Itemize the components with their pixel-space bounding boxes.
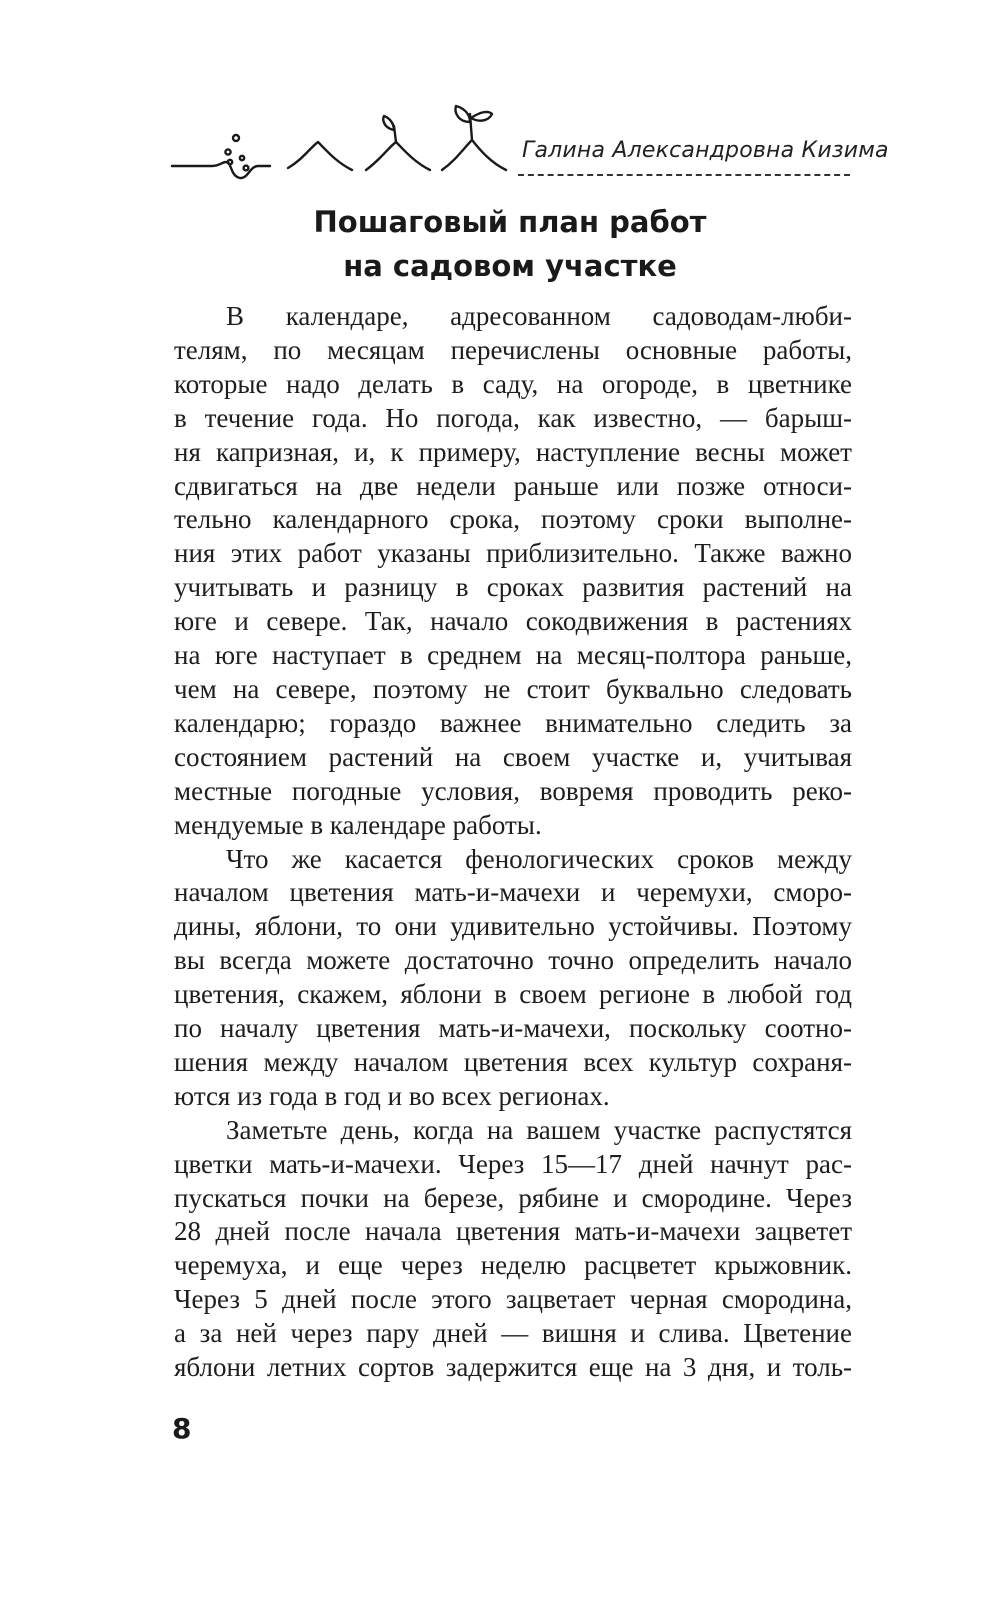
text-line: чем на севере, поэтому не стоит буквально следовать [174,673,852,704]
page-number: 8 [172,1412,192,1445]
text-line: учитывать и разницу в сроках развития растений на [174,572,852,603]
text-line: тельно календарного срока, поэтому сроки выполне- [174,504,852,535]
text-line: юге и севере. Так, начало сокодвижения в растениях [174,606,852,637]
text-line: которые надо делать в саду, на огороде, в цветнике [174,368,852,399]
text-line: вы всегда можете достаточно точно определить начало [174,945,852,976]
text-line: Через 5 дней после этого зацветает черная смородина, [174,1284,852,1315]
text-line: телям, по месяцам перечислены основные работы, [174,334,852,365]
text-line: началом цветения мать-и-мачехи и черемухи, сморо- [174,877,852,908]
text-line: в течение года. Но погода, как известно, — барыш- [174,402,852,433]
text-line: В календаре, адресованном садоводам-люби- [226,301,852,331]
text-line: местные погодные условия, вовремя проводить реко- [174,775,852,806]
text-line: ются из года в год и во всех регионах. [174,1080,610,1111]
text-line: Что же касается фенологических сроков между [226,843,852,874]
text-line: пускаться почки на березе, рябине и смородине. Через [174,1182,852,1213]
text-line: а за ней через пару дней — вишня и слива. Цветение [174,1318,852,1349]
sprouting-seed-icon [170,100,510,200]
text-line: по началу цветения мать-и-мачехи, поскольку соотно- [174,1013,852,1044]
text-line: цветки мать-и-мачехи. Через 15—17 дней начнут рас- [174,1148,852,1179]
text-line: яблони летних сортов задержится еще на 3 дня, и толь- [174,1352,852,1383]
text-line: состоянием растений на своем участке и, учитывая [174,741,852,772]
author-name: Галина Александровна Кизима [522,138,889,163]
text-line: дины, яблони, то они удивительно устойчивы. Поэтому [174,911,852,942]
text-line: Заметьте день, когда на вашем участке распустятся [226,1114,852,1145]
body-text [174,300,852,1385]
text-line: календарю; гораздо важнее внимательно следить за [174,707,852,738]
text-line: ня капризная, и, к примеру, наступление весны может [174,436,852,467]
text-line: сдвигаться на две недели раньше или позже относи- [174,470,852,501]
text-line: на юге наступает в среднем на месяц-полтора раньше, [174,640,852,671]
text-line: мендуемые в календаре работы. [174,809,542,840]
title-line-1: Пошаговый план работ [313,205,707,239]
title-line-2: на садовом участке [343,249,677,283]
text-line: 28 дней после начала цветения мать-и-мачехи зацветет [174,1216,852,1247]
text-line: цветения, скажем, яблони в своем регионе в любой год [174,979,852,1010]
header-dashed-rule [518,174,850,176]
text-line: ния этих работ указаны приблизительно. Также важно [174,538,852,569]
text-line: черемуха, и еще через неделю расцветет крыжовник. [174,1250,852,1281]
text-line: шения между началом цветения всех культур сохраня- [174,1046,852,1077]
running-header [0,0,1000,200]
section-title [170,200,850,288]
